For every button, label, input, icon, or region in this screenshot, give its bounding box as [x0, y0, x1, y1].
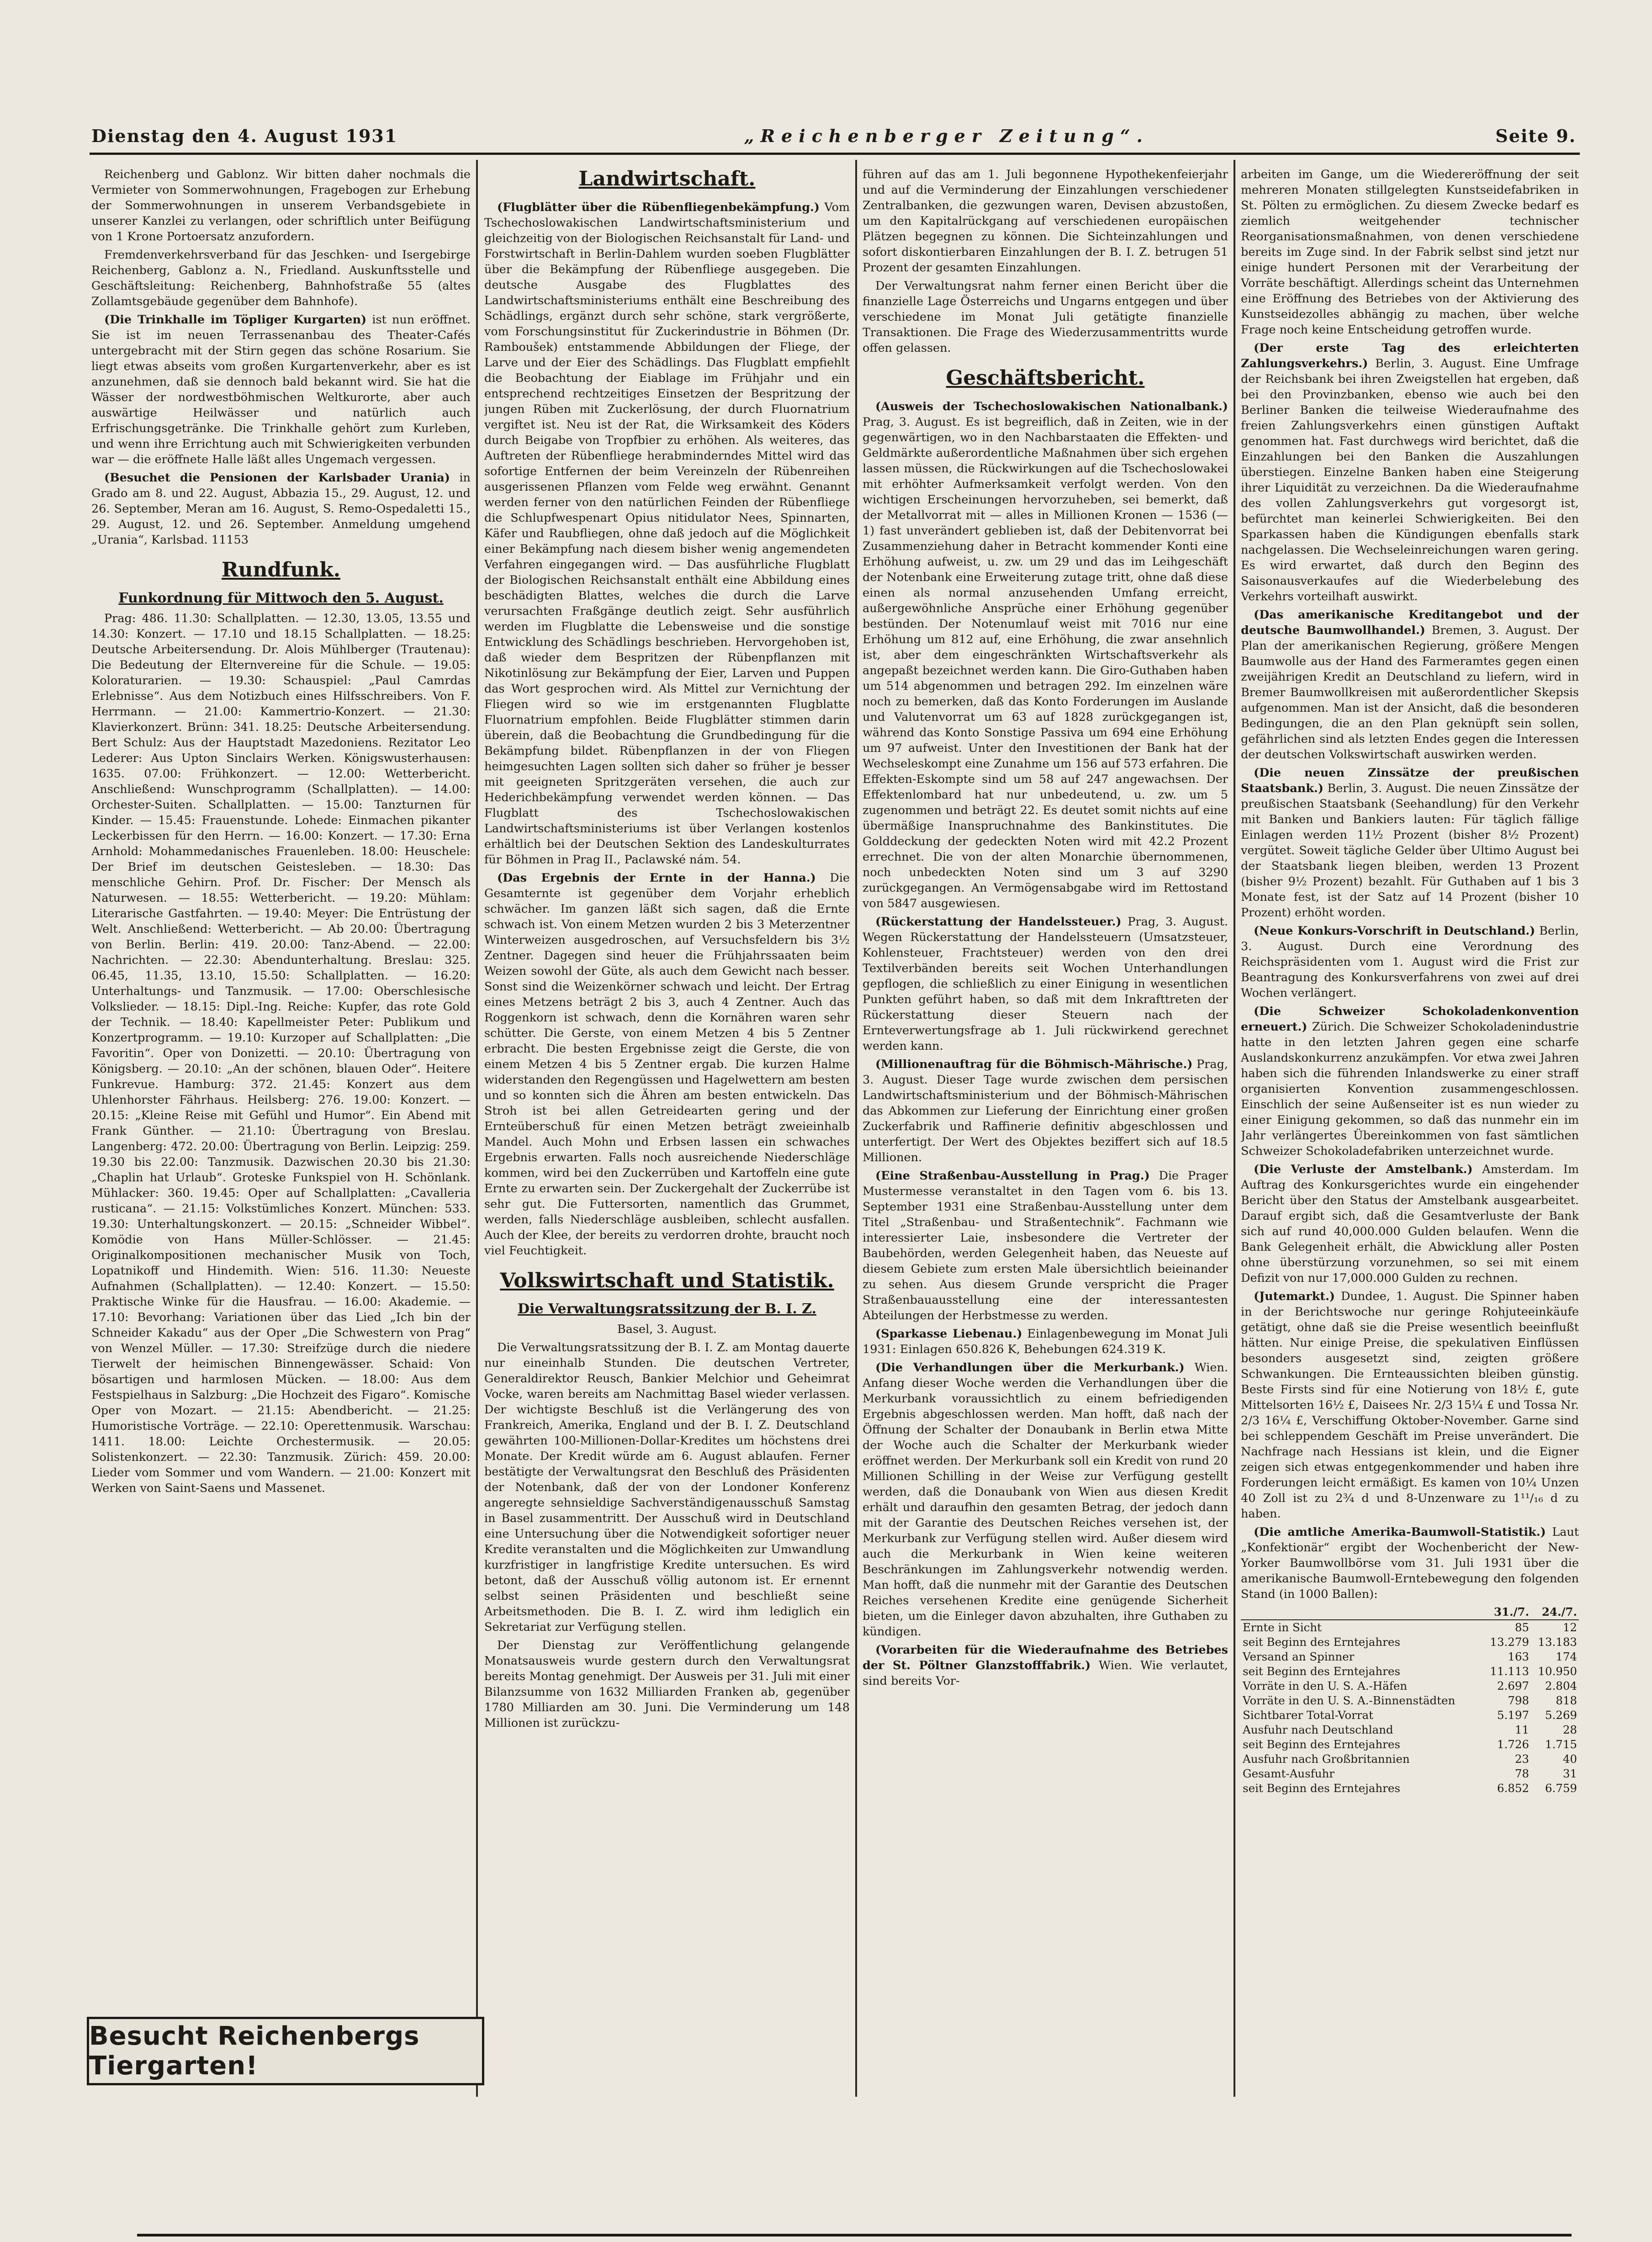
table-row-label: seit Beginn des Erntejahres	[1243, 1635, 1400, 1649]
article-paragraph	[1241, 1524, 1579, 1602]
table-row-label: Versand an Spinner	[1243, 1650, 1355, 1663]
article-text: arbeiten im Gange, um die Wiedereröffnung der seit mehreren Monaten stillgelegten Kunstseidefabriken in St. Pölten zu ermöglichen. Zu diesem Zwecke bedarf es ziemlich weitgehender technischer Reorganisationsmaßnahmen, von denen verschiedene bereits im Zuge sind. In der Fabrik selbst sind jetzt nur einige hundert Personen mit der Verarbeitung der Vorräte beschäftigt. Allerdings scheint das Unternehmen eine Eröffnung des Betriebes von der Aktivierung des Kunstseidezolles abhängig zu machen, über welche Frage noch keine Entscheidung getroffen wurde.	[1241, 168, 1579, 337]
table-row	[1241, 1620, 1579, 1635]
article-text: Prag, 3. August. Dieser Tage wurde zwischen dem persischen Landwirtschaftsministerium und der Böhmisch-Mährischen das Abkommen zur Lieferung der Einrichtung einer großen Zuckerfabrik und Raffinerie definitiv abgeschlossen und unterfertigt. Der Wert des Objektes beziffert sich auf 18.5 Millionen.	[863, 1058, 1228, 1164]
table-row	[1241, 1708, 1579, 1723]
table-row	[1241, 1635, 1579, 1650]
article-paragraph	[1241, 607, 1579, 762]
table-cell: 28	[1562, 1723, 1577, 1736]
article-lead: (Das amerikanische Kreditangebot und der deutsche Baumwollhandel.)	[1241, 608, 1579, 637]
article-text: Die Verwaltungsratssitzung der B. I. Z. am Montag dauerte nur eineinhalb Stunden. Die deutschen Vertreter, Generaldirektor Reusch, Bankier Melchior und Geheimrat Vocke, waren bereits am Nachmittag Basel wieder verlassen. Der wichtigste Beschluß ist die Verlängerung des von Frankreich, Amerika, England und der B. I. Z. Deutschland gewährten 100-Millionen-Dollar-Kredites um höchstens drei Monate. Der Kredit würde am 6. August ablaufen. Ferner bestätigte der Verwaltungsrat den Beschluß des Präsidenten der Notenbank, daß der von der Londoner Konferenz angeregte sehnsieldige Sachverständigenausschuß Samstag in Basel zusammentritt. Der Ausschuß wird in Deutschland eine Untersuchung über die Notwendigkeit sofortiger neuer Kredite veranstalten und die Möglichkeiten zur Umwandlung kurzfristiger in langfristige Kredite untersuchen. Es wird betont, daß der Ausschuß völlig autonom ist. Er ernennt selbst seinen Präsidenten und beschließt seine Arbeitsmethoden. Die B. I. Z. wird ihm lediglich ein Sekretariat zur Verfügung stellen.	[484, 1341, 850, 1634]
table-cell: 31	[1562, 1767, 1577, 1780]
table-row	[1241, 1752, 1579, 1766]
table-row-label: Ernte in Sicht	[1243, 1621, 1322, 1634]
article-lead: (Besuchet die Pensionen der Karlsbader Urania)	[104, 471, 450, 485]
section-subheading: Funkordnung für Mittwoch den 5. August.	[118, 590, 444, 606]
article-text: Amsterdam. Im Auftrag des Konkursgerichtes wurde ein eingehender Bericht über den Status der Amstelbank ausgearbeitet. Darauf ergibt sich, daß die Gesamtverluste der Bank sich auf rund 40,000.000 Gulden belaufen. Wenn die Bank Gelegenheit erhält, die Abwicklung aller Posten ohne überstürzung vorzunehmen, so sei mit einem Defizit von nur 17,000.000 Gulden zu rechnen.	[1241, 1163, 1579, 1285]
article-lead: (Die neuen Zinssätze der preußischen Staatsbank.)	[1241, 766, 1579, 795]
masthead-rule	[90, 153, 1580, 155]
article-text: führen auf das am 1. Juli begonnene Hypothekenfeierjahr und auf die Verminderung der Einzahlungen verschiedener Zentralbanken, die gezwungen waren, Devisen abzustoßen, um den Kapitalrückgang auf verschiedenen europäischen Plätzen begegnen zu können. Die Sichteinzahlungen und sofort diskontierbaren Einzahlungen der B. I. Z. betrugen 51 Prozent der gesamten Einzahlungen.	[863, 168, 1228, 275]
article-paragraph	[484, 200, 850, 867]
article-lead: (Die amtliche Amerika-Baumwoll-Statistik.)	[1254, 1525, 1546, 1539]
article-text: Laut „Konfektionär“ ergibt der Wochenbericht der New-Yorker Baumwollbörse vom 31. Juli 1931 über die amerikanische Baumwoll-Erntebewegung den folgenden Stand (in 1000 Ballen):	[1241, 1525, 1579, 1601]
article-text: Wien. Anfang dieser Woche werden die Verhandlungen über die Merkurbank voraussichtlich zu einem befriedigenden Ergebnis abgeschlossen werden. Man hofft, daß nach der Öffnung der Schalter der Donaubank in Berlin etwa Mitte der Woche auch die Schalter der Merkurbank wieder eröffnet werden. Der Merkurbank soll ein Kredit von rund 20 Millionen Schilling in der Weise zur Verfügung gestellt werden, daß die Donaubank von Wien aus diesen Kredit erhält und daraufhin den gesamten Betrag, der jedoch dann mit der Garantie des Deutschen Reiches versehen ist, der Merkurbank zur Verfügung stellen wird. Außer diesem wird auch die Merkurbank in Wien keine weiteren Beschränkungen im Zahlungsverkehr notwendig werden. Man hofft, daß die nunmehr mit der Garantie des Deutschen Reiches versehenen Kredite eine genügende Sicherheit bieten, um die Einleger davon abzuhalten, ihre Guthaben zu kündigen.	[863, 1361, 1228, 1639]
article-lead: (Ausweis der Tschechoslowakischen Nationalbank.)	[875, 400, 1228, 413]
column-divider	[476, 160, 478, 2097]
article-text: Einlagenbewegung im Monat Juli 1931: Einlagen 650.826 K, Behebungen 624.319 K.	[863, 1327, 1228, 1356]
column-1	[91, 167, 471, 2008]
article-paragraph	[1241, 1162, 1579, 1286]
article-lead: (Jutemarkt.)	[1254, 1290, 1335, 1303]
table-row	[1241, 1781, 1579, 1796]
column-divider	[855, 160, 857, 2097]
article-lead: (Das Ergebnis der Ernte in der Hanna.)	[497, 871, 816, 885]
section-heading: Rundfunk.	[221, 558, 341, 582]
article-text: Berlin, 3. August. Eine Umfrage der Reichsbank bei ihren Zweigstellen hat ergeben, daß bei den Provinzbanken, ebenso wie auch bei den Berliner Banken die teilweise Wiederaufnahme des freien Zahlungsverkehrs einen günstigen Auftakt genommen hat. Fast durchwegs wird berichtet, daß die Einzahlungen bei den Banken die Auszahlungen überstiegen. Einzelne Banken haben eine Steigerung ihrer Liquidität zu verzeichnen. Da die Wiederaufnahme des vollen Zahlungsverkehrs gut vorgesorgt ist, befürchtet man keinerlei Schwierigkeiten. Bei den Sparkassen haben die Kündigungen ebenfalls stark nachgelassen. Die Wechseleinreichungen waren gering. Es wird erwartet, daß durch den Beginn des Saisonausverkaufes auf die Wiederbelebung des Verkehrs vorteilhaft auswirkt.	[1241, 357, 1579, 603]
article-lead: (Die Verluste der Amstelbank.)	[1254, 1163, 1473, 1176]
table-cell: 1.726	[1497, 1738, 1529, 1751]
article-paragraph	[863, 1168, 1228, 1323]
table-cell: 78	[1514, 1767, 1529, 1780]
table-cell: 85	[1514, 1621, 1529, 1634]
article-paragraph	[1241, 923, 1579, 1001]
article-text: in Grado am 8. und 22. August, Abbazia 15., 29. August, 12. und 26. September, Meran am 16. August, S. Remo-Ospedaletti 15., 29. August, 12. und 26. September. Anmeldung umgehend „Urania“, Karlsbad. 11153	[91, 471, 471, 547]
table-cell: 1.715	[1545, 1738, 1577, 1751]
article-lead: (Die Schweizer Schokoladenkonvention erneuert.)	[1241, 1005, 1579, 1034]
table-cell: 163	[1508, 1650, 1529, 1663]
table-cell: 11	[1514, 1723, 1529, 1736]
table-header-cell: 24./7.	[1531, 1605, 1579, 1620]
table-cell: 6.759	[1545, 1782, 1577, 1795]
article-paragraph	[863, 1642, 1228, 1689]
table-cell: 23	[1514, 1752, 1529, 1766]
article-lead: (Die Verhandlungen über die Merkurbank.)	[875, 1361, 1185, 1375]
table-cell: 13.183	[1538, 1635, 1577, 1649]
column-3	[863, 167, 1228, 2099]
table-cell: 174	[1556, 1650, 1577, 1663]
radio-schedule: Prag: 486. 11.30: Schallplatten. — 12.30, 13.05, 13.55 und 14.30: Konzert. — 17.10 und 18.15 Schallplatten. — 18.25: Deutsche Arbeitersendung. Dr. Alois Mühlberger (Trautenau): Die Bedeutung der Elternvereine für die Schule. — 19.05: Koloraturarien. — 19.30: Schauspiel: „Paul Camrdas Erlebnisse“. Aus dem Notizbuch eines Hilfsschreibers. Von F. Herrmann. — 21.00: Kammertrio-Konzert. — 21.30: Klavierkonzert. Brünn: 341. 18.25: Deutsche Arbeitersendung. Bert Schulz: Aus der Hauptstadt Mazedoniens. Rezitator Leo Lederer: Aus Upton Sinclairs Werken. Königswusterhausen: 1635. 07.00: Frühkonzert. — 12.00: Wetterbericht. Anschließend: Wunschprogramm (Schallplatten). — 14.00: Orchester-Suiten. Schallplatten. — 15.00: Tanzturnen für Kinder. — 15.45: Frauenstunde. Lohede: Einmachen pikanter Leckerbissen für den Herrn. — 16.00: Konzert. — 17.30: Erna Arnhold: Mohammedanisches Frauenleben. 18.00: Heuschele: Der Brief im deutschen Geistesleben. — 18.30: Das menschliche Gehirn. Prof. Dr. Fischer: Der Mensch als Naturwesen. — 18.55: Wetterbericht. — 19.20: Mühlam: Literarische Gastfahrten. — 19.40: Meyer: Die Entrüstung der Welt. Anschließend: Wetterbericht. — Ab 20.00: Übertragung von Berlin. Berlin: 419. 20.00: Tanz-Abend. — 22.00: Nachrichten. — 22.30: Abendunterhaltung. Breslau: 325. 06.45, 11.35, 13.10, 15.50: Schallplatten. — 16.20: Unterhaltungs- und Tanzmusik. — 17.00: Oberschlesische Volkslieder. — 18.15: Dipl.-Ing. Reiche: Kupfer, das rote Gold der Technik. — 18.40: Kapellmeister Peter: Publikum und Konzertprogramm. — 19.10: Kurzoper auf Schallplatten: „Die Favoritin“. Oper von Donizetti. — 20.10: Übertragung von Königsberg. — 20.10: „An der schönen, blauen Oder“. Heitere Funkrevue. Hamburg: 372. 21.45: Konzert aus dem Uhlenhorster Fährhaus. Heilsberg: 276. 19.00: Konzert. — 20.15: „Kleine Reise mit Gefühl und Humor“. Ein Abend mit Frank Günther. — 21.10: Übertragung von Breslau. Langenberg: 472. 20.00: Übertragung von Berlin. Leipzig: 259. 19.30 bis 22.00: Tanzmusik. Dazwischen 20.30 bis 21.30: „Chaplin hat Urlaub“. Groteske Funkspiel von H. Schönlank. Mühlacker: 360. 19.45: Oper auf Schallplatten: „Cavalleria rusticana“. — 21.15: Volkstümliches Konzert. München: 533. 19.30: Unterhaltungskonzert. — 20.15: „Schneider Wibbel“. Komödie von Hans Müller-Schlösser. — 21.45: Originalkompositionen mechanischer Musik von Toch, Lopatnikoff und Hindemith. Wien: 516. 11.30: Neueste Aufnahmen (Schallplatten). — 12.40: Konzert. — 15.50: Praktische Winke für die Hausfrau. — 16.00: Akademie. — 17.10: Bevorhang: Variationen über das Lied „Ich bin der Schneider Kakadu“ aus der Oper „Die Schwestern von Prag“ von Wenzel Müller. — 17.30: Streifzüge durch die niedere Tierwelt der heimischen Binnengewässer. Schaid: Von bösartigen und harmlosen Mücken. — 18.00: Aus dem Festspielhaus in Salzburg: „Die Hochzeit des Figaro“. Komische Oper von Mozart. — 21.15: Abendbericht. — 21.25: Humoristische Vorträge. — 22.10: Operettenmusik. Warschau: 1411. 18.00: Leichte Orchestermusik. — 20.05: Solistenkonzert. — 22.30: Tanzmusik. Zürich: 459. 20.00: Lieder vom Sommer und vom Wandern. — 21.00: Konzert mit Werken von Saint-Saens und Massenet.	[91, 612, 471, 1495]
table-row-label: Gesamt-Ausfuhr	[1243, 1767, 1334, 1780]
table-row-label: seit Beginn des Erntejahres	[1243, 1782, 1400, 1795]
table-cell: 11.113	[1490, 1665, 1529, 1678]
article-paragraph	[1241, 340, 1579, 604]
table-cell: 2.804	[1545, 1679, 1577, 1692]
table-header-cell: 31./7.	[1483, 1605, 1531, 1620]
column-4	[1241, 167, 1579, 2099]
article-text: Prag, 3. August. Wegen Rückerstattung der Handelssteuern (Umsatzsteuer, Kohlensteuer, Frachtsteuer) werden von den drei Textilverbänden bereits seit Wochen Unterhandlungen gepflogen, die schließlich zu einer Einigung in wesentlichen Punkten geführt haben, so daß mit dem Inkrafttreten der Rückerstattung dieser Steuern nach der Ernteverwertungsfrage ab 1. Juli rückwirkend gerechnet werden kann.	[863, 915, 1228, 1053]
table-row	[1241, 1737, 1579, 1752]
article-lead: (Rückerstattung der Handelssteuer.)	[875, 915, 1122, 929]
table-cell: 40	[1562, 1752, 1577, 1766]
section-heading: Landwirtschaft.	[578, 167, 756, 190]
article-text: Die Prager Mustermesse veranstaltet in den Tagen vom 6. bis 13. September 1931 eine Straßenbau-Ausstellung unter dem Titel „Straßenbau- und Straßentechnik“. Fachmann wie interessierter Laie, insbesondere die Vertreter der Baubehörden, werden Gelegenheit haben, das Neueste auf diesem Gebiete zum ersten Male übersichtlich beieinander zu sehen. Aus diesem Grunde verspricht die Prager Straßenbauausstellung eine der interessantesten Abteilungen der Herbstmesse zu werden.	[863, 1169, 1228, 1322]
article-lead: (Eine Straßenbau-Ausstellung in Prag.)	[875, 1169, 1150, 1183]
newspaper-title: „Reichenberger Zeitung“.	[744, 125, 1149, 146]
article-paragraph	[91, 470, 471, 548]
table-row	[1241, 1679, 1579, 1693]
article-paragraph	[1241, 1289, 1579, 1522]
article-text: Berlin, 3. August. Durch eine Verordnung des Reichspräsidenten vom 1. August wird die Frist zur Beantragung des Konkursverfahrens von zwei auf drei Wochen verlängert.	[1241, 924, 1579, 1000]
article-paragraph	[1241, 765, 1579, 920]
table-header-row	[1241, 1605, 1579, 1620]
article-text: Berlin, 3. August. Die neuen Zinssätze der preußischen Staatsbank (Seehandlung) für den Verkehr mit Banken und Bankiers lauten: Für täglich fällige Einlagen werden 11½ Prozent (bisher 8½ Prozent) vergütet. Soweit tägliche Gelder über Ultimo August bei der Staatsbank liegen bleiben, werden 13 Prozent (bisher 9½ Prozent) bezahlt. Für Guthaben auf 1 bis 3 Monate fest, ist der Satz auf 14 Prozent (bisher 10 Prozent) erhöht worden.	[1241, 782, 1579, 920]
cotton-statistics-table	[1241, 1605, 1579, 1796]
table-cell: 13.279	[1490, 1635, 1529, 1649]
article-paragraph	[863, 914, 1228, 1054]
article-paragraph	[863, 1057, 1228, 1165]
masthead	[91, 120, 1576, 152]
table-cell: 5.269	[1545, 1708, 1577, 1722]
article-paragraph	[91, 312, 471, 467]
table-cell: 10.950	[1538, 1665, 1577, 1678]
table-header-cell	[1241, 1605, 1483, 1620]
article-paragraph	[484, 870, 850, 1258]
section-heading: Geschäftsbericht.	[946, 366, 1145, 390]
article-lead: (Flugblätter über die Rübenfliegenbekämpfung.)	[497, 201, 820, 214]
table-cell: 12	[1562, 1621, 1577, 1634]
article-paragraph	[863, 1360, 1228, 1639]
table-row-label: Vorräte in den U. S. A.-Binnenstädten	[1243, 1694, 1456, 1707]
article-text: Zürich. Die Schweizer Schokoladenindustrie hatte in den letzten Jahren gegen eine scharfe Auslandskonkurrenz anzukämpfen. Vor etwa zwei Jahren haben sich die führenden Inlandswerke zu einer straff organisierten Konvention zusammengeschlossen. Einschlich der seine Außenseiter ist es nun wieder zu einer Einigung gekommen, so daß das nunmehr ein im Jahr verlängertes Übereinkommen von fast sämtlichen Schweizer Schokoladefabriken unterzeichnet wurde.	[1241, 1020, 1579, 1158]
article-paragraph	[1241, 1004, 1579, 1159]
article-lead: (Die Trinkhalle im Töpliger Kurgarten)	[104, 313, 367, 327]
article-text: Bremen, 3. August. Der Plan der amerikanischen Regierung, größere Mengen Baumwolle aus der Hand des Farmeramtes gegen einen zweijährigen Kredit an Deutschland zu liefern, wird in Bremer Baumwollkreisen mit außerordentlicher Skepsis aufgenommen. Man ist der Ansicht, daß die besonderen Bedingungen, die an den Plan geknüpft sein sollen, gefährlichen sind als letzten Endes gegen die Interessen der deutschen Volkswirtschaft auswirken werden.	[1241, 624, 1579, 761]
table-row-label: seit Beginn des Erntejahres	[1243, 1665, 1400, 1678]
table-cell: 5.197	[1497, 1708, 1529, 1722]
table-row	[1241, 1723, 1579, 1737]
article-paragraph	[863, 1326, 1228, 1357]
table-row	[1241, 1664, 1579, 1679]
table-cell: 798	[1508, 1694, 1529, 1707]
article-text: Dundee, 1. August. Die Spinner haben in der Berichtswoche nur geringe Rohjuteeinkäufe getätigt, ohne daß sie die Preise wesentlich beeinflußt hätten. Nur einige Preise, die spekulativen Einflüssen besonders ausgesetzt sind, zeigten größere Schwankungen. Die Ernteaussichten bleiben günstig. Beste Firsts sind für eine Notierung von 18½ £, gute Mittelsorten 16½ £, Daisees Nr. 2/3 15¼ £ und Tossa Nr. 2/3 16¼ £, Verschiffung Oktober-November. Garne sind bei schleppendem Geschäft im Preise unverändert. Die Nachfrage nach Hessians ist klein, und die Eigner zeigen sich etwas entgegenkommender und haben ihre Forderungen leicht ermäßigt. Es kamen von 10¼ Unzen 40 Zoll ist zu 2¾ d und 8-Unzenware zu 1¹¹/₁₆ d zu haben.	[1241, 1290, 1579, 1521]
article-lead: (Sparkasse Liebenau.)	[875, 1327, 1022, 1341]
article-paragraph	[863, 399, 1228, 911]
dateline: Basel, 3. August.	[617, 1322, 717, 1336]
column-2	[484, 167, 850, 2099]
section-subheading: Die Verwaltungsratssitzung der B. I. Z.	[518, 1301, 816, 1317]
table-row-label: Sichtbarer Total-Vorrat	[1243, 1708, 1374, 1722]
table-cell: 2.697	[1497, 1679, 1529, 1692]
article-lead: (Vorarbeiten für die Wiederaufnahme des Betriebes der St. Pöltner Glanzstofffabrik.)	[863, 1643, 1228, 1672]
article-lead: (Neue Konkurs-Vorschrift in Deutschland.)	[1254, 924, 1536, 938]
table-row-label: Ausfuhr nach Deutschland	[1243, 1723, 1393, 1736]
article-text: ist nun eröffnet. Sie ist im neuen Terrassenanbau des Theater-Cafés untergebracht mit der Stirn gegen das schöne Rosarium. Sie liegt etwas abseits vom großen Kurgartenverkehr, aber es ist anzunehmen, daß sie dennoch bald bekannt wird. Sie hat die Wässer der nordwestböhmischen Weltkurorte, aber auch auswärtige Heilwässer und natürlich auch Erfrischungsgetränke. Die Trinkhalle gehört zum Kurleben, und wenn ihre Errichtung auch mit Schwierigkeiten verbunden war — die eröffnete Halle läßt alles Ungemach vergessen.	[91, 313, 471, 466]
article-text: Vom Tschechoslowakischen Landwirtschaftsministerium und gleichzeitig von der Biologischen Reichsanstalt für Land- und Forstwirtschaft in Berlin-Dahlem wurden soeben Flugblätter über die Bekämpfung der Rübenfliege ausgegeben. Die deutsche Ausgabe des Flugblattes des Landwirtschaftsministeriums enthält eine Beschreibung des Schädlings, ergänzt durch sehr schöne, stark vergrößerte, vom Forschungsinstitut für Zuckerindustrie in Böhmen (Dr. Ramboušek) entstammende Abbildungen der Fliege, der Larve und der Eier des Schädlings. Das Flugblatt empfiehlt die Beobachtung der Eiablage im Frühjahr und ein entsprechend rechtzeitiges Einsetzen der Bespritzung der jungen Rüben mit Zuckerlösung, der durch Fluornatrium vergiftet ist. Neu ist der Rat, die Wirksamkeit des Köders durch Beigabe von Tropfbier zu erhöhen. Als weiteres, das Auftreten der Rübenfliege herabminderndes Mittel wird das sofortige Entfernen der beim Vereinzeln der Rübenreihen ausgerissenen Pflanzen vom Felde weg erwähnt. Genannt werden ferner von den natürlichen Feinden der Rübenfliege die Schlupfwespenart Opius nitidulator Nees, Spinnarten, Käfer und Raubfliegen, ohne daß jedoch auf die Möglichkeit einer Bekämpfung nach diesem bisher wenig angemendeten Verfahren eingegangen wird. — Das ausführliche Flugblatt der Biologischen Reichsanstalt enthält eine Abbildung eines beschädigten Blattes, welches die durch die Larve verursachten Fraßgänge deutlich zeigt. Sehr ausführlich werden im Flugblatte die Lebensweise und die sonstige Entwicklung des Schädlings beschrieben. Hervorgehoben ist, daß wieder dem Bespritzen der Rübenpflanzen mit Nikotinlösung zur Bekämpfung der Eier, Larven und Puppen das Wort gesprochen wird. Als Mittel zur Vernichtung der Fliegen wird so wie im erstgenannten Flugblatte Fluornatrium empfohlen. Beide Flugblätter stimmen darin überein, daß die Beobachtung die Grundbedingung für die Bekämpfung bildet. Rübenpflanzen in der von Fliegen heimgesuchten Lagen sollten sich daher so früher je besser mit geeigneten Spritzgeräten versehen, die auch zur Hederichbekämpfung verwendet werden können. — Das Flugblatt des Tschechoslowakischen Landwirtschaftsministeriums ist über Verlangen kostenlos erhältlich bei der Deutschen Sektion des Landeskulturrates für Böhmen in Prag II., Paclawské nám. 54.	[484, 201, 850, 867]
page-number: Seite 9.	[1495, 125, 1576, 146]
article-text: Der Dienstag zur Veröffentlichung gelangende Monatsausweis wurde gestern durch den Verwaltungsrat bereits Montag genehmigt. Der Ausweis per 31. Juli mit einer Bilanzsumme von 1632 Milliarden Franken ab, gegenüber 1780 Milliarden am 30. Juni. Die Verminderung um 148 Millionen ist zurückzu-	[484, 1639, 850, 1730]
bottom-rule	[137, 2234, 1572, 2237]
table-row	[1241, 1693, 1579, 1708]
article-lead: (Millionenauftrag für die Böhmisch-Mährische.)	[875, 1058, 1193, 1071]
article-text: Fremdenverkehrsverband für das Jeschken- und Isergebirge Reichenberg, Gablonz a. N., Friedland. Auskunftsstelle und Geschäftsleitung: Reichenberg, Bahnhofstraße 55 (altes Zollamtsgebäude gegenüber dem Bahnhofe).	[91, 248, 471, 308]
advertisement-box: Besucht Reichenbergs Tiergarten!	[87, 2017, 484, 2085]
table-cell: 6.852	[1497, 1782, 1529, 1795]
table-row	[1241, 1650, 1579, 1664]
table-row-label: Vorräte in den U. S. A.-Häfen	[1243, 1679, 1408, 1692]
issue-date: Dienstag den 4. August 1931	[91, 125, 398, 146]
table-row	[1241, 1766, 1579, 1781]
article-text: Wien. Wie verlautet, sind bereits Vor-	[863, 1659, 1228, 1688]
column-divider	[1234, 160, 1235, 2097]
table-cell: 818	[1556, 1694, 1577, 1707]
section-heading: Volkswirtschaft und Statistik.	[500, 1269, 834, 1292]
article-text: Die Gesamternte ist gegenüber dem Vorjahr erheblich schwächer. Im ganzen läßt sich sagen, daß die Ernte schwach ist. Von einem Metzen wurden 2 bis 3 Meterzentner Winterweizen ausgedroschen, auf Versuchsfeldern bis 3½ Zentner. Dagegen sind heuer die Frühjahrssaaten beim Weizen sowohl der Güte, als auch dem Gewicht nach besser. Sonst sind die Weizenkörner schwach und leicht. Der Ertrag eines Metzens beträgt 2 bis 3, auch 4 Zentner. Auch das Roggenkorn ist schwach, denn die Kornähren waren sehr schütter. Die Gerste, von einem Metzen 4 bis 5 Zentner erbracht. Die besten Ergebnisse zeigt die Gerste, die von einem Metzen 4 bis 5 Zentner ergab. Die kurzen Halme widerstanden den Regengüssen und Hagelwettern am besten und so konnten sich die Ähren am besten entwickeln. Das Stroh ist bei allen Getreidearten gering und der Ernteüberschuß für einen Metzen beträgt zweieinhalb Mandel. Auch Mohn und Erbsen lassen ein schwaches Ergebnis erwarten. Falls noch ausreichende Niederschläge kommen, wird bei den Zuckerrüben und Kartoffeln eine gute Ernte zu erwarten sein. Der Zuckergehalt der Zuckerrübe ist sehr gut. Die Futtersorten, namentlich das Grummet, werden, falls Niederschläge ausbleiben, schlecht ausfallen. Auch der Klee, der bereits zu verdorren drohte, braucht noch viel Feuchtigkeit.	[484, 871, 850, 1258]
article-text: Prag, 3. August. Es ist begreiflich, daß in Zeiten, wie in der gegenwärtigen, wo in den Nachbarstaaten die Effekten- und Geldmärkte außerordentliche Maßnahmen über sich ergehen lassen müssen, die Rückwirkungen auf die Tschechoslowakei mit erhöhter Aufmerksamkeit verfolgt werden. Von den wichtigen Erscheinungen hervorzuheben, sei bemerkt, daß der Metallvorrat mit — alles in Millionen Kronen — 1536 (—1) fast unverändert geblieben ist, daß der Debitenvorrat bei Zusammenziehung daher in Betracht kommender Konti eine Erhöhung aufweist, u. zw. um 29 und das im Leihgeschäft der Notenbank eine Erweiterung zutage tritt, ohne daß diese einen als normal anzusehenden Umfang erreicht, außergewöhnliche Ansprüche einer Erhöhung gegenüber bestünden. Der Notenumlauf weist mit 7016 nur eine Erhöhung um 812 auf, eine Erhöhung, die zwar ansehnlich ist, aber dem eingeschränkten Wirtschaftsverkehr als angepaßt bezeichnet werden kann. Die Giro-Guthaben haben um 514 abgenommen und betragen 292. Im einzelnen wäre noch zu bemerken, daß das Konto Forderungen im Auslande und Valutenvorrat um 63 auf 1828 zurückgegangen ist, während das Konto Sonstige Passiva um 694 eine Erhöhung um 97 aufweist. Unter den Investitionen der Bank hat der Wechseleskompt eine Zunahme um 156 auf 573 erfahren. Die Effekten-Eskompte sind um 58 auf 247 angewachsen. Der Effektenlombard hat nur unbedeutend, u. zw. um 5 zugenommen und beträgt 22. Es deutet somit nichts auf eine übermäßige Inanspruchnahme des Bankinstitutes. Die Golddeckung der gedeckten Noten wird mit 42.2 Prozent errechnet. Die von der alten Monarchie übernommenen, noch unbedeckten Noten sind um 3 auf 3290 zurückgegangen. An Vermögensabgabe wird im Rettostand von 5847 ausgewiesen.	[863, 415, 1228, 910]
article-text: Der Verwaltungsrat nahm ferner einen Bericht über die finanzielle Lage Österreichs und Ungarns entgegen und über verschiedene im Monat Juli getätigte finanzielle Transaktionen. Die Frage des Wiederzusammentritts wurde offen gelassen.	[863, 279, 1228, 355]
table-row-label: seit Beginn des Erntejahres	[1243, 1738, 1400, 1751]
article-text: Reichenberg und Gablonz. Wir bitten daher nochmals die Vermieter von Sommerwohnungen, Fragebogen zur Erhebung der Sommerwohnungen in unserem Verbandsgebiete in unserer Kanzlei zu verlangen, oder schriftlich unter Beifügung von 1 Krone Portoersatz anzufordern.	[91, 168, 471, 243]
article-lead: (Der erste Tag des erleichterten Zahlungsverkehrs.)	[1241, 341, 1579, 370]
table-row-label: Ausfuhr nach Großbritannien	[1243, 1752, 1410, 1766]
